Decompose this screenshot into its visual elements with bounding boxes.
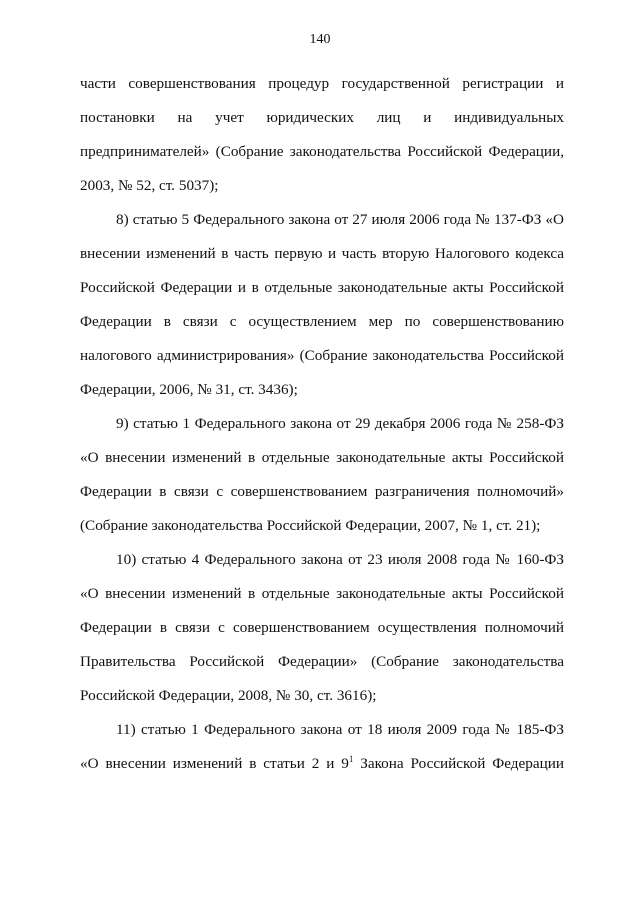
document-body bbox=[80, 67, 564, 781]
paragraph-continuation bbox=[80, 67, 564, 203]
text-line: (Собрание законодательства Российской Федерации, 2007, № 1, ст. 21); bbox=[80, 517, 541, 534]
text-line: 10) статью 4 Федерального закона от 23 июля 2008 года № 160-ФЗ bbox=[116, 551, 564, 568]
text-line: предпринимателей» (Собрание законодательства Российской Федерации, bbox=[80, 143, 564, 160]
text-line: «О внесении изменений в отдельные законодательные акты Российской bbox=[80, 449, 564, 466]
text-line: внесении изменений в часть первую и часть вторую Налогового кодекса bbox=[80, 245, 564, 262]
text-line: «О внесении изменений в отдельные законодательные акты Российской bbox=[80, 585, 564, 602]
text-segment: Закона Российской Федерации bbox=[353, 755, 564, 772]
text-line: Федерации в связи с совершенствованием осуществления полномочий bbox=[80, 619, 564, 636]
paragraph-item-11 bbox=[80, 713, 564, 781]
text-line: Федерации, 2006, № 31, ст. 3436); bbox=[80, 381, 298, 398]
text-line: Российской Федерации и в отдельные законодательные акты Российской bbox=[80, 279, 564, 296]
text-line: 2003, № 52, ст. 5037); bbox=[80, 177, 219, 194]
text-line: налогового администрирования» (Собрание законодательства Российской bbox=[80, 347, 564, 364]
paragraph-item-8 bbox=[80, 203, 564, 407]
text-line: Правительства Российской Федерации» (Собрание законодательства bbox=[80, 653, 564, 670]
text-line: 8) статью 5 Федерального закона от 27 июля 2006 года № 137-ФЗ «О bbox=[116, 211, 564, 228]
text-line: Федерации в связи с совершенствованием разграничения полномочий» bbox=[80, 483, 564, 500]
text-segment: «О внесении изменений в статьи 2 и 9 bbox=[80, 755, 349, 772]
text-line: постановки на учет юридических лиц и индивидуальных bbox=[80, 109, 564, 126]
paragraph-item-10 bbox=[80, 543, 564, 713]
paragraph-item-9 bbox=[80, 407, 564, 543]
text-line: Федерации в связи с осуществлением мер по совершенствованию bbox=[80, 313, 564, 330]
text-line-with-superscript bbox=[80, 747, 564, 781]
text-line: Российской Федерации, 2008, № 30, ст. 3616); bbox=[80, 687, 377, 704]
text-line: части совершенствования процедур государственной регистрации и bbox=[80, 75, 564, 92]
superscript: 1 bbox=[348, 754, 354, 764]
text-line: 11) статью 1 Федерального закона от 18 июля 2009 года № 185-ФЗ bbox=[116, 721, 564, 738]
page-number: 140 bbox=[309, 32, 331, 47]
text-line: 9) статью 1 Федерального закона от 29 декабря 2006 года № 258-ФЗ bbox=[116, 415, 564, 432]
